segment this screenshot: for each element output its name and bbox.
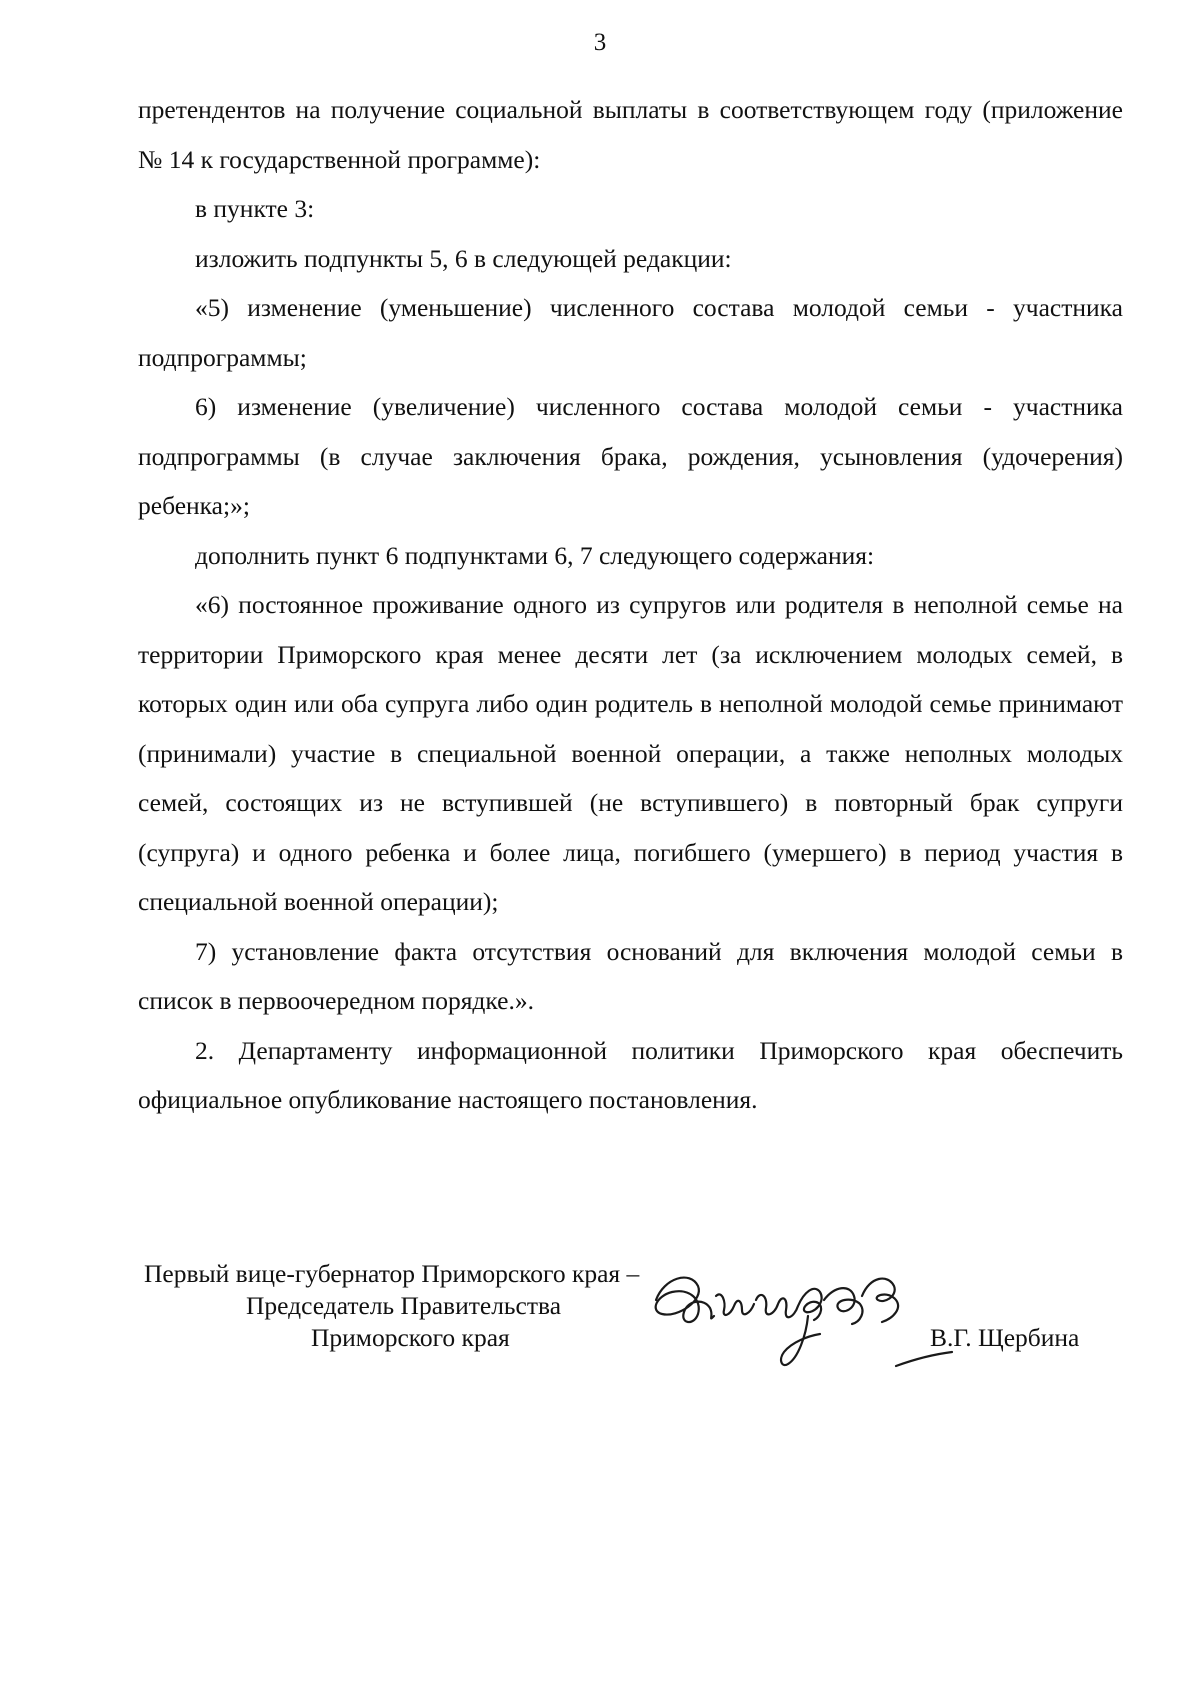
handwritten-signature [638, 1256, 958, 1386]
signatory-title-line-3: Приморского края [311, 1323, 510, 1352]
paragraph: «5) изменение (уменьшение) численного состава молодой семьи - участника подпрограммы; [138, 293, 1123, 372]
signatory-name: В.Г. Щербина [930, 1323, 1080, 1352]
paragraph: дополнить пункт 6 подпунктами 6, 7 следующего содержания: [195, 540, 875, 570]
signatory-title-line-2: Председатель Правительства [246, 1291, 562, 1320]
page-number: 3 [593, 29, 607, 56]
paragraph: 2. Департаменту информационной политики Приморского края обеспечить официальное опубликование настоящего постановления. [138, 1035, 1123, 1114]
paragraph: «6) постоянное проживание одного из супругов или родителя в неполной семье на территории Приморского края менее десяти лет (за исключением молодых семей, в которых один или оба супруга либо один родитель в неполной молодой семье принимают (принимали) участие в специальной военной операции, а также неполных молодых семей, состоящих из не вступившей (не вступившего) в повторный брак супруги (супруга) и одного ребенка и более лица, погибшего (умершего) в период участия в специальной военной операции); [138, 590, 1123, 916]
paragraph: 7) установление факта отсутствия оснований для включения молодой семьи в список в первоочередном порядке.». [138, 936, 1123, 1015]
signatory-title-line-1: Первый вице-губернатор Приморского края – [144, 1259, 640, 1288]
paragraph: претендентов на получение социальной выплаты в соответствующем году (приложение № 14 к государственной программе): [138, 95, 1123, 174]
signature-block [138, 1258, 1123, 1408]
paragraph: изложить подпункты 5, 6 в следующей редакции: [195, 243, 732, 273]
paragraph: в пункте 3: [195, 194, 315, 223]
document-body [138, 85, 1123, 1125]
paragraph: 6) изменение (увеличение) численного состава молодой семьи - участника подпрограммы (в случае заключения брака, рождения, усыновления (удочерения) ребенка;»; [138, 392, 1123, 520]
